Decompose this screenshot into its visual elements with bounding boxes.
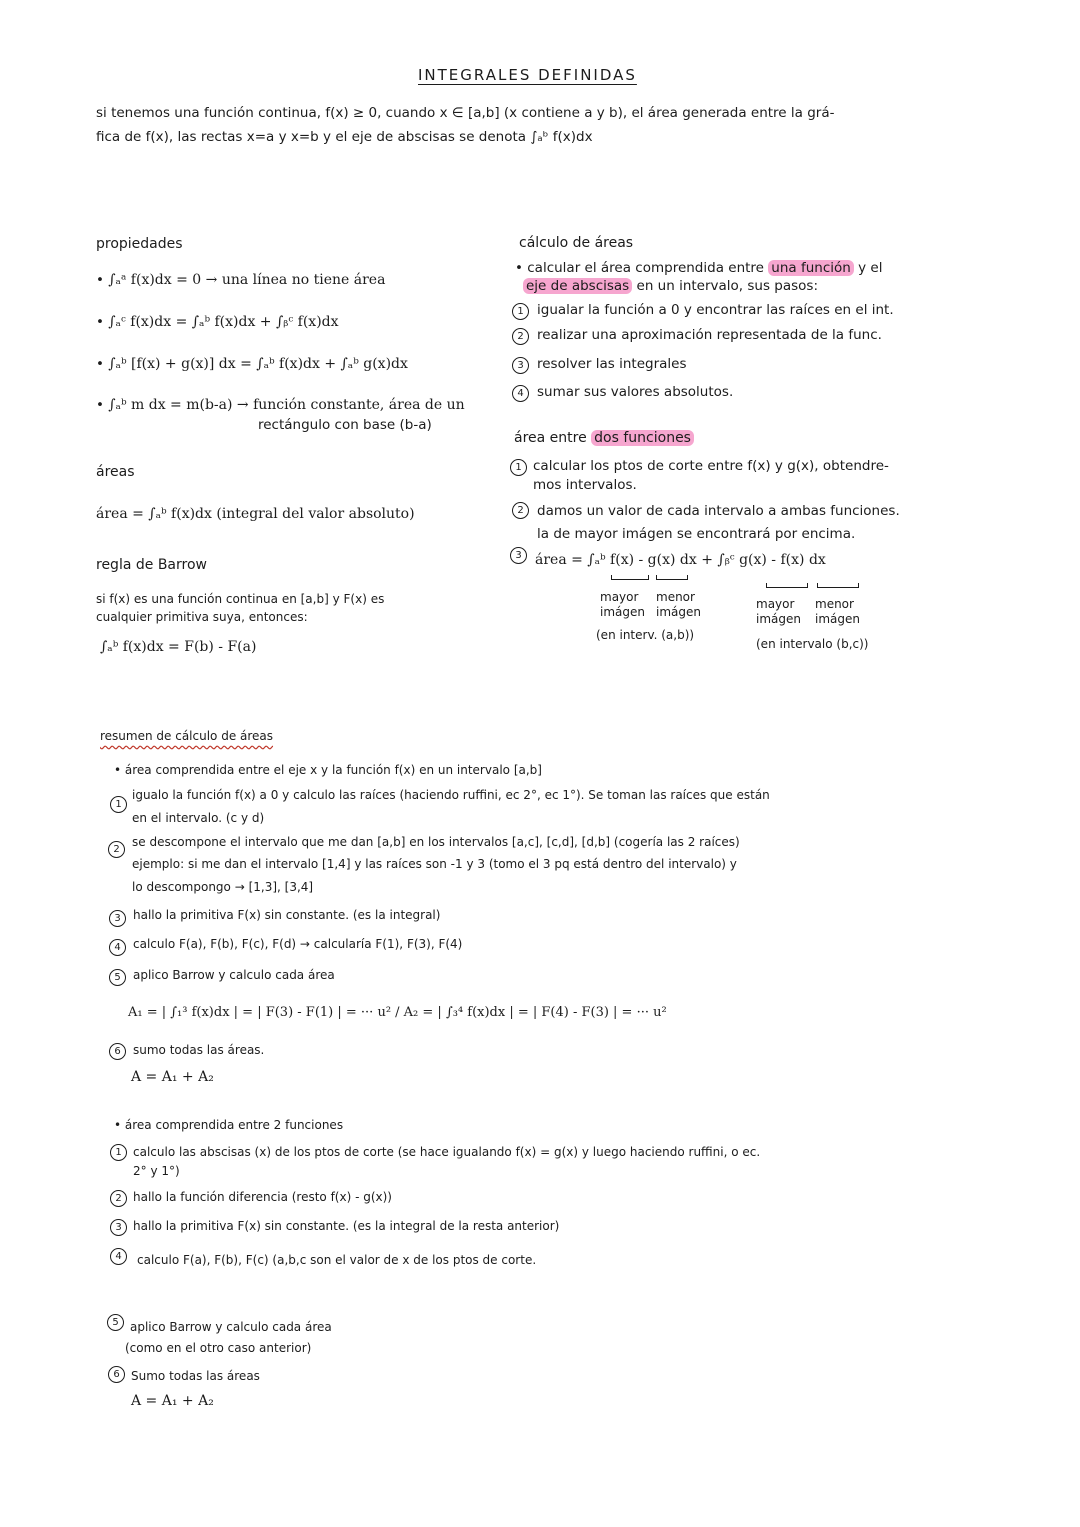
dos-funciones-step-1b: mos intervalos. <box>533 477 637 493</box>
resumen-b-step-3: hallo la primitiva F(x) sin constante. (es la integral de la resta anterior) <box>133 1219 560 1233</box>
areas-heading: áreas <box>96 464 135 480</box>
resumen-b-step-5b: (como en el otro caso anterior) <box>125 1341 312 1355</box>
intro-line-1: si tenemos una función continua, f(x) ≥ 0, cuando x ∈ [a,b] (x contiene a y b), el área generada entre la grá- <box>96 105 835 121</box>
resumen-a-step-5-formula: A₁ = | ∫₁³ f(x)dx | = | F(3) - F(1) | = ··· u² / A₂ = | ∫₃⁴ f(x)dx | = | F(4) - F(3) | = ··· u² <box>128 1005 667 1020</box>
step-number: 3 <box>109 910 126 927</box>
step-number: 3 <box>510 547 527 564</box>
step-number: 5 <box>109 969 126 986</box>
step-number: 1 <box>110 796 127 813</box>
brace-mayor-2 <box>766 583 808 588</box>
resumen-b-step-2: hallo la función diferencia (resto f(x) - g(x)) <box>133 1190 392 1204</box>
step-number: 2 <box>108 841 125 858</box>
areas-formula: área = ∫ₐᵇ f(x)dx (integral del valor absoluto) <box>96 506 415 522</box>
dos-funciones-step-1a: calcular los ptos de corte entre f(x) y g(x), obtendre- <box>533 458 889 474</box>
page-title: INTEGRALES DEFINIDAS <box>418 66 637 84</box>
step-number: 2 <box>512 502 529 519</box>
dos-funciones-heading-a: área entre <box>514 430 587 446</box>
resumen-a-step-2a: se descompone el intervalo que me dan [a,b] en los intervalos [a,c], [c,d], [d,b] (cogería las 2 raíces) <box>132 835 740 849</box>
resumen-b-step-4: calculo F(a), F(b), F(c) (a,b,c son el valor de x de los ptos de corte. <box>137 1253 537 1267</box>
resumen-a-step-6: sumo todas las áreas. <box>133 1043 265 1057</box>
calculo-intro-line-1 <box>515 259 882 278</box>
label-mayor-imagen-1: mayor imágen <box>600 590 645 619</box>
calculo-intro-c: en un intervalo, sus pasos: <box>636 278 819 294</box>
calculo-intro-line-2 <box>523 277 818 296</box>
step-number: 2 <box>512 328 529 345</box>
calculo-step: sumar sus valores absolutos. <box>537 384 734 400</box>
highlight-una-funcion: una función <box>768 260 854 276</box>
calculo-intro-b: y el <box>858 260 883 276</box>
resumen-a-step-1b: en el intervalo. (c y d) <box>132 811 265 825</box>
resumen-a-step-4: calculo F(a), F(b), F(c), F(d) → calcularía F(1), F(3), F(4) <box>133 937 463 951</box>
resumen-a-step-2b: ejemplo: si me dan el intervalo [1,4] y las raíces son -1 y 3 (tomo el 3 pq está dentro del intervalo) y <box>132 857 737 871</box>
calculo-step: igualar la función a 0 y encontrar las raíces en el int. <box>537 302 894 318</box>
resumen-a-step-3: hallo la primitiva F(x) sin constante. (es la integral) <box>133 908 441 922</box>
intro-line-2: fica de f(x), las rectas x=a y x=b y el eje de abscisas se denota ∫ₐᵇ f(x)dx <box>96 129 593 145</box>
resumen-b-step-6: Sumo todas las áreas <box>131 1369 260 1383</box>
resumen-a-step-6-formula: A = A₁ + A₂ <box>131 1069 214 1085</box>
propiedad-3-text: ∫ₐᵇ [f(x) + g(x)] dx = ∫ₐᵇ f(x)dx + ∫ₐᵇ g(x)dx <box>108 356 408 372</box>
resumen-a-step-2c: lo descompongo → [1,3], [3,4] <box>132 880 314 894</box>
brace-menor-1 <box>656 575 688 580</box>
calculo-step: resolver las integrales <box>537 356 687 372</box>
dos-funciones-step-2b: la de mayor imágen se encontrará por encima. <box>537 526 856 542</box>
resumen-b-step-1a: calculo las abscisas (x) de los ptos de corte (se hace igualando f(x) = g(x) y luego haciendo ruffini, o ec. <box>133 1145 761 1159</box>
resumen-heading: resumen de cálculo de áreas <box>100 729 274 743</box>
resumen-b-heading: • área comprendida entre 2 funciones <box>114 1118 344 1132</box>
step-number: 3 <box>512 357 529 374</box>
resumen-a-step-5: aplico Barrow y calculo cada área <box>133 968 335 982</box>
barrow-line-1: si f(x) es una función continua en [a,b] y F(x) es <box>96 592 385 606</box>
propiedad-4-cont: rectángulo con base (b-a) <box>258 417 432 433</box>
barrow-line-2: cualquier primitiva suya, entonces: <box>96 610 308 624</box>
step-number: 4 <box>512 385 529 402</box>
propiedad-4-text: ∫ₐᵇ m dx = m(b-a) → función constante, área de un <box>108 397 465 413</box>
step-number: 2 <box>110 1190 127 1207</box>
calculo-heading: cálculo de áreas <box>519 235 634 251</box>
barrow-formula: ∫ₐᵇ f(x)dx = F(b) - F(a) <box>100 639 257 655</box>
label-mayor-imagen-2: mayor imágen <box>756 597 801 626</box>
step-number: 1 <box>510 459 527 476</box>
label-interv-bc: (en intervalo (b,c)) <box>756 637 869 651</box>
dos-funciones-formula: área = ∫ₐᵇ f(x) - g(x) dx + ∫ᵦᶜ g(x) - f(x) dx <box>535 552 826 568</box>
label-menor-imagen-2: menor imágen <box>815 597 860 626</box>
calculo-step: realizar una aproximación representada de la func. <box>537 327 882 343</box>
resumen-b-step-1b: 2° y 1°) <box>133 1164 180 1178</box>
resumen-b-step-6-formula: A = A₁ + A₂ <box>131 1393 214 1409</box>
step-number: 3 <box>110 1219 127 1236</box>
step-number: 4 <box>109 939 126 956</box>
brace-menor-2 <box>817 583 859 588</box>
dos-funciones-heading <box>514 430 694 446</box>
barrow-heading: regla de Barrow <box>96 557 207 573</box>
dos-funciones-step-2a: damos un valor de cada intervalo a ambas funciones. <box>537 503 900 519</box>
propiedad-3: • ∫ₐᵇ [f(x) + g(x)] dx = ∫ₐᵇ f(x)dx + ∫ₐᵇ g(x)dx <box>96 356 408 372</box>
highlight-dos-funciones: dos funciones <box>591 430 694 446</box>
resumen-b-step-5a: aplico Barrow y calculo cada área <box>130 1320 332 1334</box>
brace-mayor-1 <box>611 575 649 580</box>
propiedad-4: • ∫ₐᵇ m dx = m(b-a) → función constante, área de un <box>96 397 465 413</box>
resumen-a-heading: • área comprendida entre el eje x y la función f(x) en un intervalo [a,b] <box>114 763 542 777</box>
propiedad-1: • ∫ₐᵃ f(x)dx = 0 → una línea no tiene área <box>96 272 386 288</box>
calculo-intro-a: • calcular el área comprendida entre <box>515 260 764 276</box>
propiedad-2: • ∫ₐᶜ f(x)dx = ∫ₐᵇ f(x)dx + ∫ᵦᶜ f(x)dx <box>96 314 339 330</box>
resumen-a-step-1a: igualo la función f(x) a 0 y calculo las raíces (haciendo ruffini, ec 2°, ec 1°). Se toman las raíces que están <box>132 788 770 802</box>
step-number: 1 <box>512 303 529 320</box>
step-number: 6 <box>108 1366 125 1383</box>
step-number: 1 <box>110 1144 127 1161</box>
step-number: 6 <box>109 1043 126 1060</box>
label-interv-ab: (en interv. (a,b)) <box>596 628 695 642</box>
propiedades-heading: propiedades <box>96 236 183 252</box>
propiedad-2-text: ∫ₐᶜ f(x)dx = ∫ₐᵇ f(x)dx + ∫ᵦᶜ f(x)dx <box>108 314 339 330</box>
propiedad-1-text: ∫ₐᵃ f(x)dx = 0 → una línea no tiene área <box>108 272 386 288</box>
step-number: 5 <box>107 1314 124 1331</box>
step-number: 4 <box>110 1248 127 1265</box>
highlight-eje-abscisas: eje de abscisas <box>523 278 632 294</box>
label-menor-imagen-1: menor imágen <box>656 590 701 619</box>
